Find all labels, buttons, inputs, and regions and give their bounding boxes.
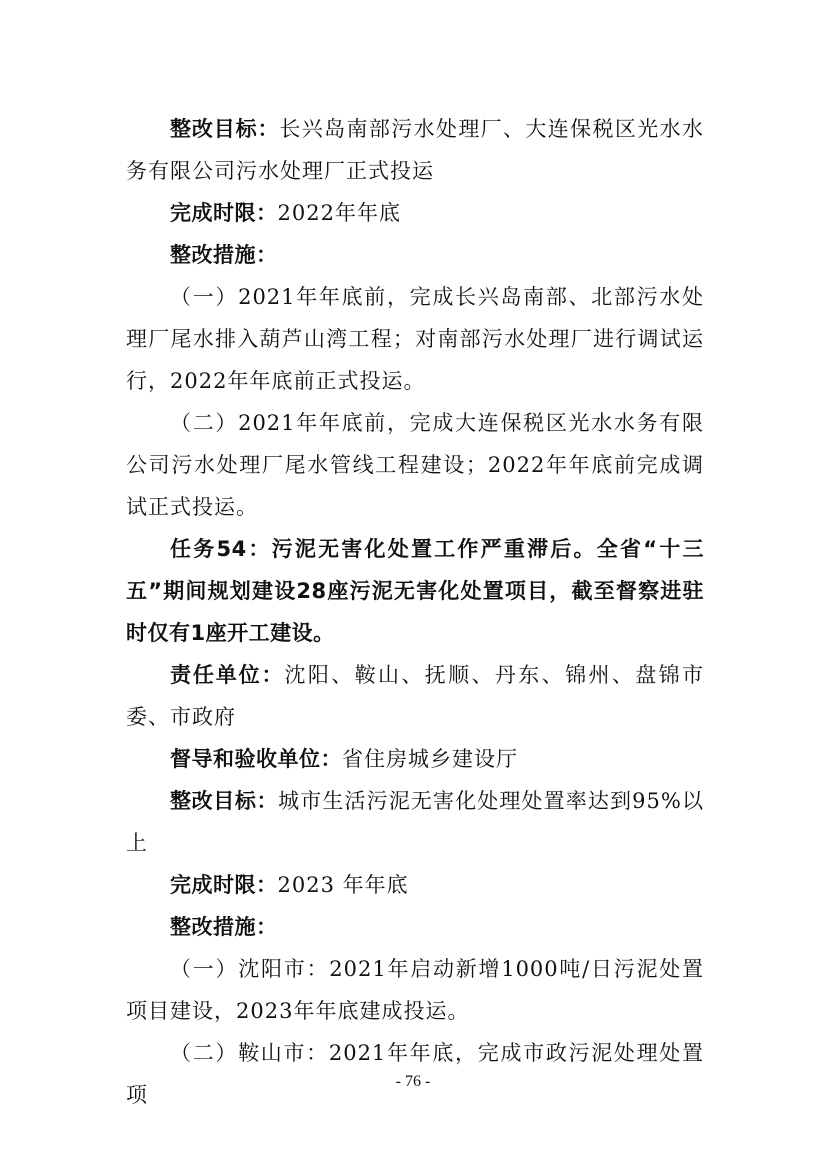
task-54-text: 任务54：污泥无害化处置工作严重滞后。全省“十三五”期间规划建设28座污泥无害化处置项目，截至督察进驻时仅有1座开工建设。 xyxy=(126,537,704,645)
measure-item-text: （二）鞍山市：2021年年底，完成市政污泥处理处置项 xyxy=(126,1041,704,1107)
supervision-unit-text: 省住房城乡建设厅 xyxy=(342,747,518,771)
measures-heading-2 xyxy=(126,906,704,948)
measure-item-text: （二）2021年年底前，完成大连保税区光水水务有限公司污水处理厂尾水管线工程建设；2022年年底前完成调试正式投运。 xyxy=(126,411,704,519)
measures-label: 整改措施： xyxy=(170,915,278,939)
measure-item-2 xyxy=(126,402,704,528)
deadline-label: 完成时限： xyxy=(170,201,278,225)
page-number: - 76 - xyxy=(395,1073,431,1090)
responsible-unit-label: 责任单位： xyxy=(170,663,285,687)
measure-item-1 xyxy=(126,276,704,402)
deadline-text: 2023 年年底 xyxy=(277,873,409,897)
measures-label: 整改措施： xyxy=(170,243,278,267)
supervision-unit-label: 督导和验收单位： xyxy=(170,747,342,771)
rectification-target-label: 整改目标： xyxy=(170,117,280,141)
rectification-target-text: 长兴岛南部污水处理厂、大连保税区光水水务有限公司污水处理厂正式投运 xyxy=(126,117,705,183)
deadline-text: 2022年年底 xyxy=(277,201,401,225)
deadline-label: 完成时限： xyxy=(170,873,278,897)
deadline-paragraph-2 xyxy=(126,864,704,906)
rectification-target-label: 整改目标： xyxy=(170,789,279,813)
rectification-target-text: 城市生活污泥无害化处理处置率达到95%以上 xyxy=(126,789,704,855)
task-54-heading xyxy=(126,528,704,654)
measure-item-text: （一）沈阳市：2021年启动新增1000吨/日污泥处置项目建设，2023年年底建成投运。 xyxy=(126,957,704,1023)
measure-item-3 xyxy=(126,948,704,1032)
responsible-unit-paragraph xyxy=(126,654,704,738)
deadline-paragraph-1 xyxy=(126,192,704,234)
rectification-target-paragraph-1 xyxy=(126,108,704,192)
measures-heading-1 xyxy=(126,234,704,276)
rectification-target-paragraph-2 xyxy=(126,780,704,864)
supervision-unit-paragraph xyxy=(126,738,704,780)
measure-item-text: （一）2021年年底前，完成长兴岛南部、北部污水处理厂尾水排入葫芦山湾工程；对南部污水处理厂进行调试运行，2022年年底前正式投运。 xyxy=(126,285,704,393)
responsible-unit-text: 沈阳、鞍山、抚顺、丹东、锦州、盘锦市委、市政府 xyxy=(126,663,705,729)
